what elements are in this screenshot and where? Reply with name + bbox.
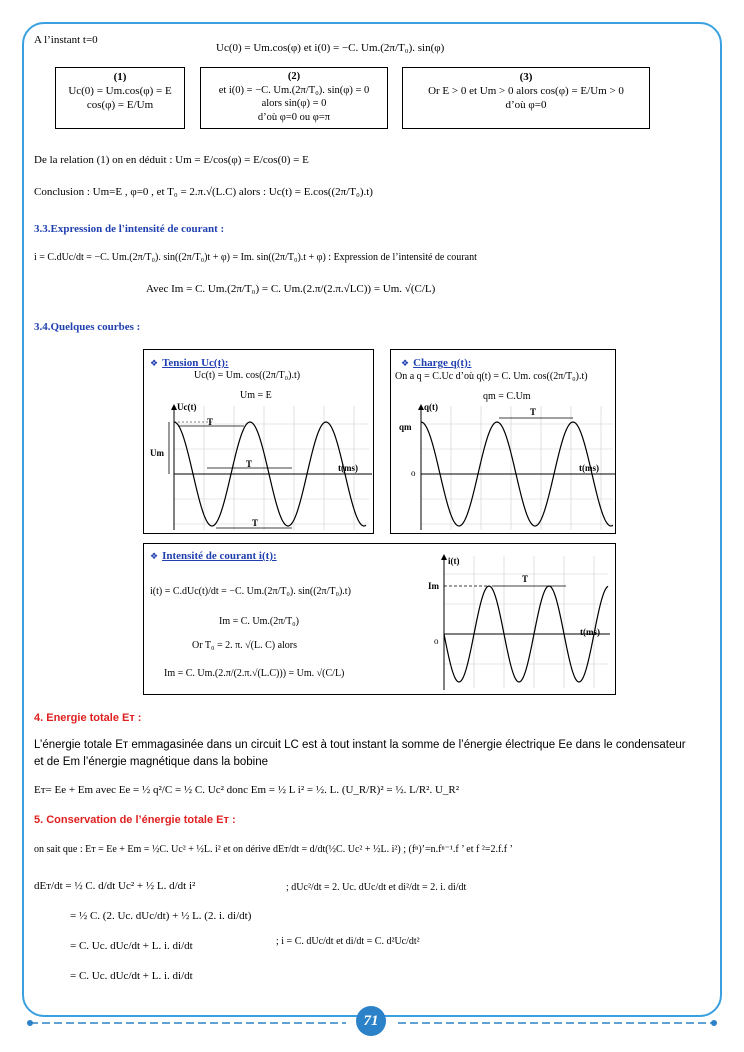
box-3-line1: Or E > 0 et Um > 0 alors cos(φ) = E/Um > 0 — [428, 85, 624, 97]
relation: De la relation (1) on en déduit : Um = E/cos(φ) = E/cos(0) = E — [34, 154, 309, 166]
graph-tension-period-3: T — [252, 518, 259, 528]
graph-intensity-title: Intensité de courant i(t): — [162, 550, 277, 562]
graph-charge-origin: o — [411, 468, 416, 478]
graph-intensity-eq2: Im = C. Um.(2π/T₀) — [219, 616, 299, 627]
box-1-num: (1) — [113, 71, 127, 83]
graph-tension-box — [143, 349, 374, 534]
graph-tension-xlabel: t(ms) — [338, 463, 358, 473]
section-4-paragraph: L’énergie totale Eᴛ emmagasinée dans un circuit LC est à tout instant la somme de l’énergie électrique Ee dans le condensateur et de Em l’énergie magnétique dans la bobine — [34, 739, 686, 768]
graph-charge-box — [390, 349, 616, 534]
box-2 — [200, 67, 388, 129]
box-3-line2: d’où φ=0 — [505, 99, 547, 111]
section-4-title: 4. Energie totale Eᴛ : — [34, 712, 142, 724]
graph-tension-title: Tension Uc(t): — [162, 357, 229, 369]
diamond-bullet-icon: ❖ — [150, 551, 159, 561]
section-3-4-title: 3.4.Quelques courbes : — [34, 321, 141, 333]
graph-intensity-period: T — [522, 574, 529, 584]
section-5-line1: on sait que : Eᴛ = Ee + Em = ½C. Uc² + ½L. i² et on dérive dEᴛ/dt = d/dt(½C. Uc² + ½L. i²) ; (fⁿ)’=n.fⁿ⁻¹.f ’ et f ²=2.f.f ’ — [34, 844, 513, 855]
section-3-3-title: 3.3.Expression de l'intensité de courant : — [34, 223, 225, 235]
section-5-derivation-4: = C. Uc. dUc/dt + L. i. di/dt — [70, 970, 193, 982]
graph-intensity-heading — [150, 546, 277, 564]
graph-intensity-amp: Im — [428, 581, 439, 591]
graph-tension-eq1: Uc(t) = Um. cos((2π/T₀).t) — [194, 370, 301, 381]
page-number: 71 — [356, 1006, 386, 1036]
graph-intensity-xlabel: t(ms) — [580, 627, 600, 637]
box-2-line1: et i(0) = −C. Um.(2π/T₀). sin(φ) = 0 — [218, 84, 370, 96]
intro-formula: Uc(0) = Um.cos(φ) et i(0) = −C. Um.(2π/T₀). sin(φ) — [216, 42, 445, 54]
graph-intensity-box — [143, 543, 616, 695]
graph-tension-period-2: T — [246, 459, 253, 469]
section-5-title: 5. Conservation de l’énergie totale Eᴛ : — [34, 814, 236, 826]
graph-intensity-eq4: Im = C. Um.(2.π/(2.π.√(L.C))) = Um. √(C/L) — [164, 668, 345, 679]
section-5-derivation-1: dEᴛ/dt = ½ C. d/dt Uc² + ½ L. d/dt i² — [34, 880, 196, 892]
box-2-line3: d’où φ=0 ou φ=π — [257, 111, 331, 123]
box-2-num: (2) — [287, 71, 301, 82]
diamond-bullet-icon: ❖ — [401, 358, 410, 368]
box-2-line2: alors sin(φ) = 0 — [261, 98, 327, 109]
graph-intensity-ylabel: i(t) — [448, 556, 460, 566]
intro-instant: A l’instant t=0 — [34, 34, 98, 46]
section-5-derivation-3: = C. Uc. dUc/dt + L. i. di/dt — [70, 940, 193, 952]
graph-intensity-plot — [422, 552, 612, 692]
graph-intensity-origin: o — [434, 636, 439, 646]
box-1 — [55, 67, 185, 129]
conclusion: Conclusion : Um=E , φ=0 , et T₀ = 2.π.√(L.C) alors : Uc(t) = E.cos((2π/T₀).t) — [34, 186, 373, 198]
box-1-line2: cos(φ) = E/Um — [86, 99, 154, 111]
graph-charge-eq2: qm = C.Um — [483, 391, 531, 402]
graph-intensity-eq3: Or T₀ = 2. π. √(L. C) alors — [192, 640, 298, 651]
graph-tension-eq2: Um = E — [240, 390, 272, 401]
graph-charge-xlabel: t(ms) — [579, 463, 599, 473]
graph-charge-title: Charge q(t): — [413, 357, 472, 369]
graph-charge-period: T — [530, 407, 537, 417]
box-3-num: (3) — [519, 71, 533, 83]
graph-charge-eq1: On a q = C.Uc d’où q(t) = C. Um. cos((2π/T₀).t) — [395, 371, 588, 382]
section-5-note-1: ; dUc²/dt = 2. Uc. dUc/dt et di²/dt = 2. i. di/dt — [286, 882, 467, 893]
graph-charge-amp: qm — [399, 422, 412, 432]
box-3 — [402, 67, 650, 129]
diamond-bullet-icon: ❖ — [150, 358, 159, 368]
section-5-note-2: ; i = C. dUc/dt et di/dt = C. d²Uc/dt² — [276, 936, 420, 947]
section-3-3-line2: Avec Im = C. Um.(2π/T₀) = C. Um.(2.π/(2.π.√LC)) = Um. √(C/L) — [146, 283, 436, 295]
box-1-line1: Uc(0) = Um.cos(φ) = E — [68, 85, 172, 97]
graph-tension-heading — [150, 353, 229, 371]
graph-intensity-eq1: i(t) = C.dUc(t)/dt = −C. Um.(2π/T₀). sin((2π/T₀).t) — [150, 586, 351, 597]
graph-tension-ylabel: Uc(t) — [177, 402, 197, 412]
section-4-formula: Eᴛ= Ee + Em avec Ee = ½ q²/C = ½ C. Uc² donc Em = ½ L i² = ½. L. (U_R/R)² = ½. L/R². U_R² — [34, 784, 460, 796]
section-3-3-line1: i = C.dUc/dt = −C. Um.(2π/T₀). sin((2π/T₀)t + φ) = Im. sin((2π/T₀).t + φ) : Expression de l’intensité de courant — [34, 252, 477, 263]
graph-charge-ylabel: q(t) — [424, 402, 438, 412]
section-5-derivation-2: = ½ C. (2. Uc. dUc/dt) + ½ L. (2. i. di/dt) — [70, 910, 252, 922]
graph-tension-period-1: T — [207, 417, 214, 427]
graph-charge-heading — [401, 353, 471, 371]
graph-tension-amp: Um — [150, 448, 164, 458]
